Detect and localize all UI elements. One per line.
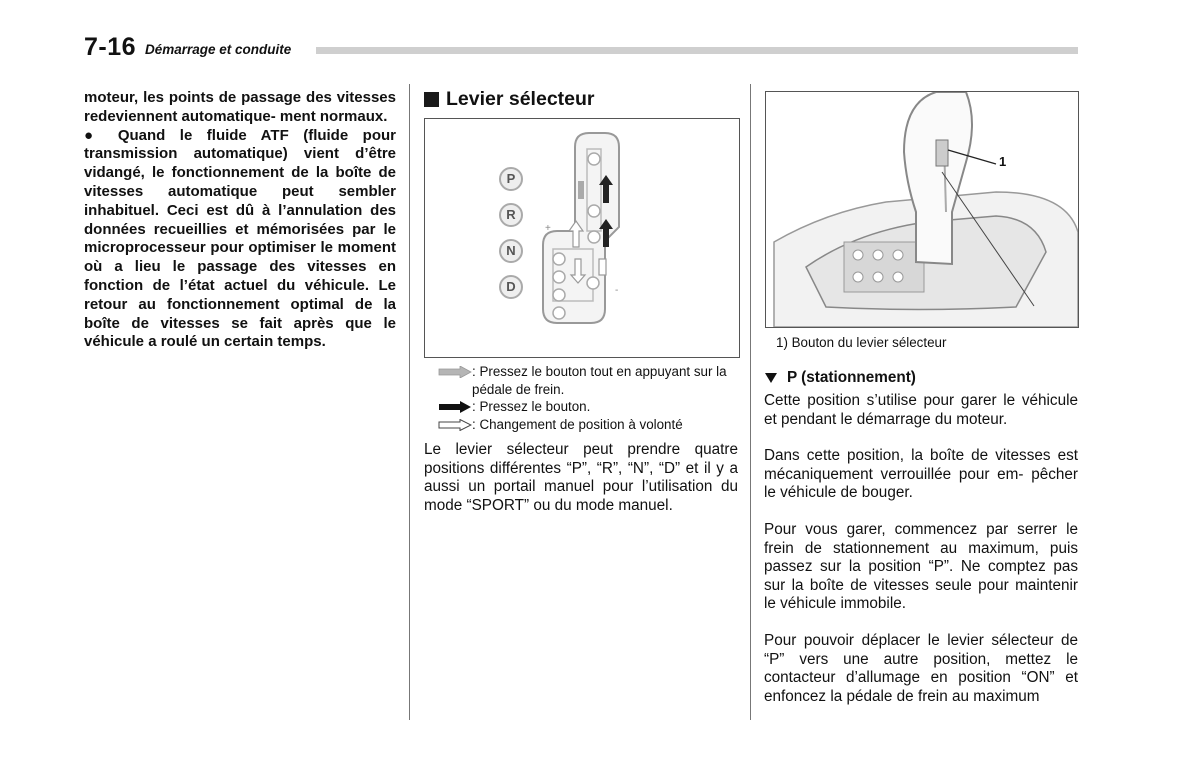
section-heading-text: Levier sélecteur — [446, 88, 595, 110]
column-3-body — [764, 392, 1078, 706]
col2-paragraph: Le levier sélecteur peut prendre quatre positions différentes “P”, “R”, “N”, “D” et il y a aussi un portail manuel pour l’utilisation du mode “SPORT” ou du mode manuel. — [424, 441, 738, 514]
legend-row — [438, 398, 743, 416]
col1-paragraph-2: ● Quand le fluide ATF (fluide pour transmission automatique) vient d’être vidangé, le fonctionnement de la boîte de vitesses automatique peut sembler inhabituel. Ceci est dû à l’annulation des données recueillies et mémorisées par le microprocesseur pour optimiser le moment où a lieu le passage des vitesses en fonction de l’état actuel du véhicule. Le retour au fonctionnement optimal de la boîte de vitesses se fait après que le véhicule a roulé un certain temps. — [84, 126, 396, 351]
selector-lever-figure — [424, 118, 740, 358]
gray-arrow-icon — [438, 366, 472, 378]
position-label-d: D — [499, 275, 523, 299]
gear-lever-illustration-icon — [766, 92, 1078, 327]
svg-text:+: + — [545, 223, 551, 234]
column-2-body — [424, 441, 738, 515]
col3-paragraph-4: Pour pouvoir déplacer le levier sélecteur de “P” vers une autre position, mettez le contacteur d’allumage en position “ON” et enfoncez la pédale de frein au maximum — [764, 631, 1078, 705]
position-label-n: N — [499, 239, 523, 263]
legend-row — [438, 363, 743, 398]
position-label-p: P — [499, 167, 523, 191]
col3-paragraph-1: Cette position s’utilise pour garer le véhicule et pendant le démarrage du moteur. — [764, 392, 1078, 428]
callout-number: 1 — [999, 154, 1007, 169]
black-arrow-icon — [438, 401, 472, 413]
figure-legend — [438, 363, 743, 433]
legend-text-2: : Pressez le bouton. — [472, 399, 591, 414]
subheading — [765, 369, 916, 387]
position-label-r: R — [499, 203, 523, 227]
svg-text:-: - — [615, 285, 619, 296]
square-bullet-icon — [424, 92, 439, 107]
col3-paragraph-3: Pour vous garer, commencez par serrer le frein de stationnement au maximum, puis passez sur la position “P”. Ne comptez pas sur la boîte de vitesses seule pour maintenir le véhicule immobile. — [764, 520, 1078, 613]
section-heading — [424, 88, 595, 111]
triangle-bullet-icon — [765, 373, 777, 383]
col1-paragraph-1: moteur, les points de passage des vitesses redeviennent automatique- ment normaux. — [84, 89, 396, 125]
page-number: 7-16 — [84, 33, 137, 61]
column-divider-1 — [409, 84, 410, 720]
outline-arrow-icon — [438, 419, 472, 431]
col3-paragraph-2: Dans cette position, la boîte de vitesses est mécaniquement verrouillée pour em- pêcher le véhicule de bouger. — [764, 447, 1078, 502]
gate-diagram-icon — [425, 119, 739, 357]
column-divider-2 — [750, 84, 751, 720]
legend-row — [438, 416, 743, 434]
subheading-text: P (stationnement) — [787, 369, 916, 386]
legend-text-3: : Changement de position à volonté — [472, 416, 683, 432]
selector-button-figure — [765, 91, 1079, 328]
column-1 — [84, 89, 396, 352]
section-title: Démarrage et conduite — [145, 42, 292, 57]
legend-text-1: : Pressez le bouton tout en appuyant sur la pédale de frein. — [472, 364, 727, 397]
figure-caption: 1) Bouton du levier sélecteur — [776, 335, 947, 350]
